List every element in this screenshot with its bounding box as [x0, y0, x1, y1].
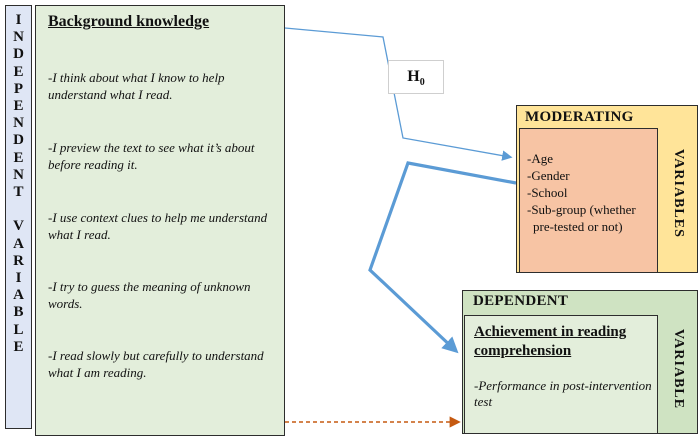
independent-label-letter: N [13, 29, 24, 46]
dependent-content-box [464, 315, 658, 434]
background-knowledge-box [35, 5, 285, 436]
independent-label-letter: P [13, 80, 24, 97]
moderating-item: -Age [527, 151, 553, 166]
moderating-item: pre-tested or not) [533, 219, 623, 234]
moderating-item: -Sub-group (whether [527, 202, 636, 217]
independent-label-letter: D [13, 132, 24, 149]
moderating-items-box [519, 128, 658, 273]
independent-label-letter: E [13, 98, 24, 115]
background-knowledge-title: Background knowledge [48, 13, 210, 30]
dependent-description: -Performance in post-intervention test [474, 378, 652, 409]
independent-label-letter: N [13, 115, 24, 132]
dependent-side-label: VARIABLE [671, 328, 686, 410]
dependent-title: DEPENDENT [473, 293, 569, 309]
independent-label-letter: A [13, 235, 24, 252]
moderating-side-label: VARIABLES [671, 148, 686, 238]
hypothesis-subscript: 0 [419, 77, 425, 89]
independent-label-letter: A [13, 287, 24, 304]
background-item: -I use context clues to help me understand what I read. [48, 210, 268, 242]
moderating-item: -Gender [527, 168, 570, 183]
dependent-heading: Achievement in reading comprehension [474, 324, 627, 359]
background-item: -I try to guess the meaning of unknown words. [48, 279, 251, 311]
independent-label-letter: D [13, 46, 24, 63]
moderating-title: MODERATING [525, 109, 634, 125]
background-item: -I think about what I know to help understand what I read. [48, 70, 225, 102]
independent-variable-bar [5, 5, 32, 429]
independent-variable-label [6, 12, 31, 356]
independent-label-letter: E [13, 338, 24, 355]
background-item: -I preview the text to see what it’s about before reading it. [48, 140, 255, 172]
independent-label-letter: T [13, 184, 24, 201]
independent-label-letter: R [13, 252, 24, 269]
moderating-item: -School [527, 185, 568, 200]
independent-label-letter: L [13, 321, 24, 338]
independent-label-letter: I [15, 270, 22, 287]
hypothesis-label [388, 60, 444, 94]
independent-label-letter [17, 201, 21, 218]
background-item: -I read slowly but carefully to understand what I am reading. [48, 348, 264, 380]
independent-label-letter: B [13, 304, 24, 321]
hypothesis-letter: H [407, 68, 420, 85]
independent-label-letter: I [15, 12, 22, 28]
independent-label-letter: V [13, 218, 24, 235]
independent-label-letter: E [13, 149, 24, 166]
independent-label-letter: E [13, 63, 24, 80]
independent-label-letter: N [13, 166, 24, 183]
